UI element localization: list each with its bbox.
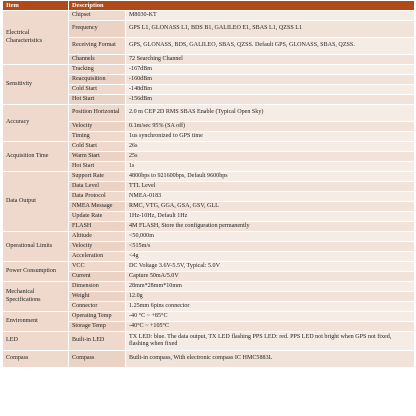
row-label: FLASH: [69, 222, 126, 232]
table-row: [3, 282, 415, 292]
row-value: -40°C ~ +105°C: [126, 322, 415, 332]
row-label: Timing: [69, 132, 126, 142]
row-value: -160dBm: [126, 75, 415, 85]
row-label: Support Rate: [69, 172, 126, 182]
row-label: Frequency: [69, 21, 126, 38]
row-label: Chipset: [69, 11, 126, 21]
group-label: Power Consumption: [3, 262, 69, 282]
row-value: M8030-KT: [126, 11, 415, 21]
row-label: Dimension: [69, 282, 126, 292]
row-value: 1.25mm 6pins connector: [126, 302, 415, 312]
row-value: -40 °C ~ +85°C: [126, 312, 415, 322]
row-label: Acceleration: [69, 252, 126, 262]
table-row: [3, 332, 415, 351]
table-row: [3, 172, 415, 182]
group-label: Operational Limits: [3, 232, 69, 262]
row-value: 2.0 m CEP 2D RMS SBAS Enable (Typical Open Sky): [126, 105, 415, 122]
row-value: 25s: [126, 152, 415, 162]
row-value: 1us synchronized to GPS time: [126, 132, 415, 142]
row-label: Connector: [69, 302, 126, 312]
table-row: [3, 312, 415, 322]
header-description: Description: [69, 1, 415, 11]
group-label: Sensitivity: [3, 65, 69, 105]
row-value: GPS, GLONASS, BDS, GALILEO, SBAS, QZSS. Default GPS, GLONASS, SBAS, QZSS.: [126, 38, 415, 55]
row-label: Current: [69, 272, 126, 282]
row-value: <515m/s: [126, 242, 415, 252]
row-value: -156dBm: [126, 95, 415, 105]
row-label: Data Level: [69, 182, 126, 192]
row-label: Altitude: [69, 232, 126, 242]
row-label: Cold Start: [69, 142, 126, 152]
row-label: Reacquisition: [69, 75, 126, 85]
row-value: TX LED: blue. The data output, TX LED flashing PPS LED: red. PPS LED not bright when GPS not fixed, flashing when fixed: [126, 332, 415, 351]
group-label: Compass: [3, 351, 69, 368]
row-value: DC Voltage 3.6V-5.5V, Typical: 5.0V: [126, 262, 415, 272]
group-label: Mechanical Specifications: [3, 282, 69, 312]
row-value: NMEA-0183: [126, 192, 415, 202]
row-label: Storage Temp: [69, 322, 126, 332]
group-label: Environment: [3, 312, 69, 332]
row-value: Capture 50mA/5.0V: [126, 272, 415, 282]
row-label: Velocity: [69, 242, 126, 252]
header-item: Item: [3, 1, 69, 11]
row-label: Data Protocol: [69, 192, 126, 202]
row-value: <4g: [126, 252, 415, 262]
row-label: Channels: [69, 55, 126, 65]
row-label: Position Horizontal: [69, 105, 126, 122]
table-row: [3, 232, 415, 242]
group-label: Acquisition Time: [3, 142, 69, 172]
table-row: [3, 142, 415, 152]
row-label: NMEA Message: [69, 202, 126, 212]
table-row: [3, 65, 415, 75]
row-label: Tracking: [69, 65, 126, 75]
row-label: Receiving Format: [69, 38, 126, 55]
row-value: 1Hz-10Hz, Default 1Hz: [126, 212, 415, 222]
table-row: [3, 11, 415, 21]
row-value: 12.0g: [126, 292, 415, 302]
row-value: 26s: [126, 142, 415, 152]
row-label: Built-in LED: [69, 332, 126, 351]
row-value: 72 Searching Channel: [126, 55, 415, 65]
row-value: Built-in compass, With electronic compass IC HMC5883L: [126, 351, 415, 368]
row-value: -167dBm: [126, 65, 415, 75]
group-label: LED: [3, 332, 69, 351]
row-label: Operating Temp: [69, 312, 126, 322]
row-label: Velocity: [69, 122, 126, 132]
row-value: RMC, VTG, GGA, GSA, GSV, GLL: [126, 202, 415, 212]
row-value: 1s: [126, 162, 415, 172]
row-label: Compass: [69, 351, 126, 368]
table-row: [3, 262, 415, 272]
table-row: [3, 105, 415, 122]
row-label: Cold Start: [69, 85, 126, 95]
row-label: Hot Start: [69, 162, 126, 172]
row-value: GPS L1, GLONASS L1, BDS B1, GALILEO E1, SBAS L1, QZSS L1: [126, 21, 415, 38]
row-value: 0.1m/sec 95% (SA off): [126, 122, 415, 132]
row-value: -148dBm: [126, 85, 415, 95]
group-label: Accuracy: [3, 105, 69, 142]
spec-table: [2, 0, 415, 368]
group-label: Electrical Characteristics: [3, 11, 69, 65]
row-label: Warm Start: [69, 152, 126, 162]
table-row: [3, 351, 415, 368]
row-label: Weight: [69, 292, 126, 302]
row-label: VCC: [69, 262, 126, 272]
row-value: 4800bps to 921600bps, Default 9600bps: [126, 172, 415, 182]
row-label: Hot Start: [69, 95, 126, 105]
table-header-row: [3, 1, 415, 11]
row-value: 4M FLASH, Store the configuration permanently: [126, 222, 415, 232]
group-label: Data Output: [3, 172, 69, 232]
row-value: <50,000m: [126, 232, 415, 242]
row-value: TTL Level: [126, 182, 415, 192]
row-label: Update Rate: [69, 212, 126, 222]
row-value: 28mm*28mm*10mm: [126, 282, 415, 292]
